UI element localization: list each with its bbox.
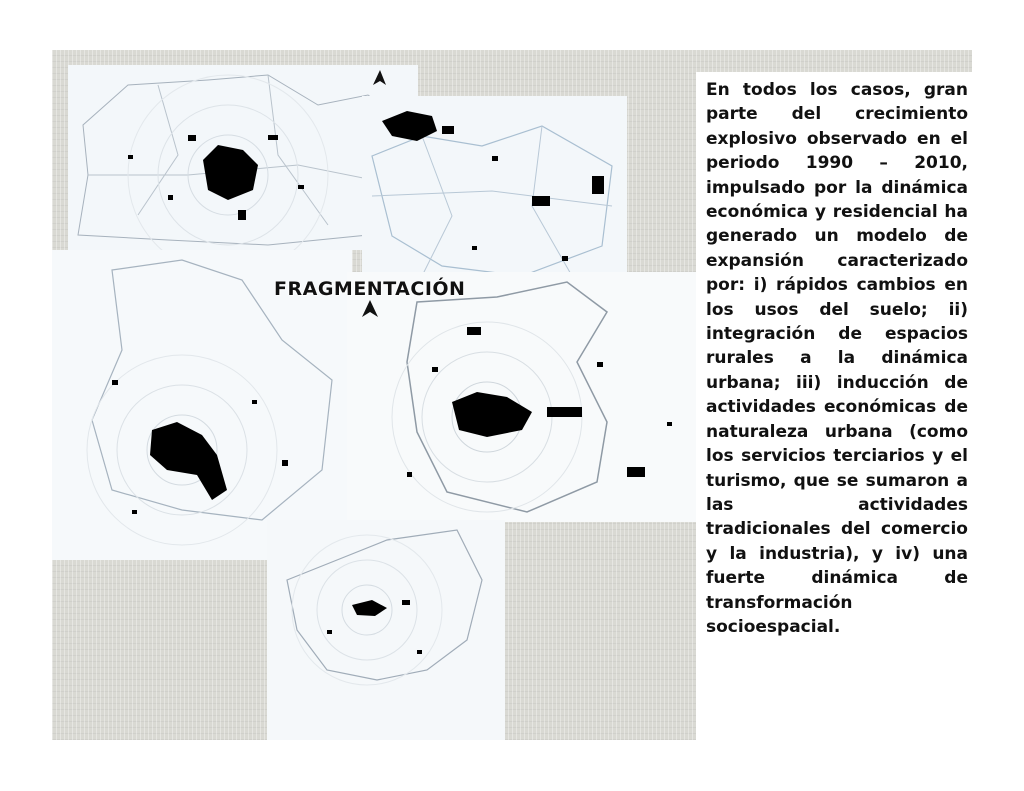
map-5-graphic: [267, 520, 505, 740]
urban-sprawl-map-5: [267, 520, 505, 740]
north-arrow-icon: [373, 70, 386, 85]
slide: [52, 50, 972, 740]
map-4-graphic: [347, 272, 697, 522]
north-arrow-icon: [362, 300, 378, 317]
map-2-graphic: [362, 96, 627, 286]
body-paragraph: En todos los casos, gran parte del crecimiento explosivo observado en el periodo 1990 – 2010, impulsado por la dinámica económica y residencial ha generado un modelo de expansión caracterizado por: i) rápidos cambios en los usos del suelo; ii) integración de espacios rurales a la dinámica urbana; iii) inducción de actividades económicas de naturaleza urbana (como los servicios terciarios y el turismo, que se sumaron a las actividades tradicionales del comercio y la industria), y iv) una fuerte dinámica de transformación socioespacial.: [706, 80, 968, 637]
urban-sprawl-map-4: [347, 272, 697, 522]
text-panel: [696, 72, 976, 752]
slide-heading: FRAGMENTACIÓN: [274, 278, 466, 300]
urban-sprawl-map-2: [362, 96, 627, 286]
